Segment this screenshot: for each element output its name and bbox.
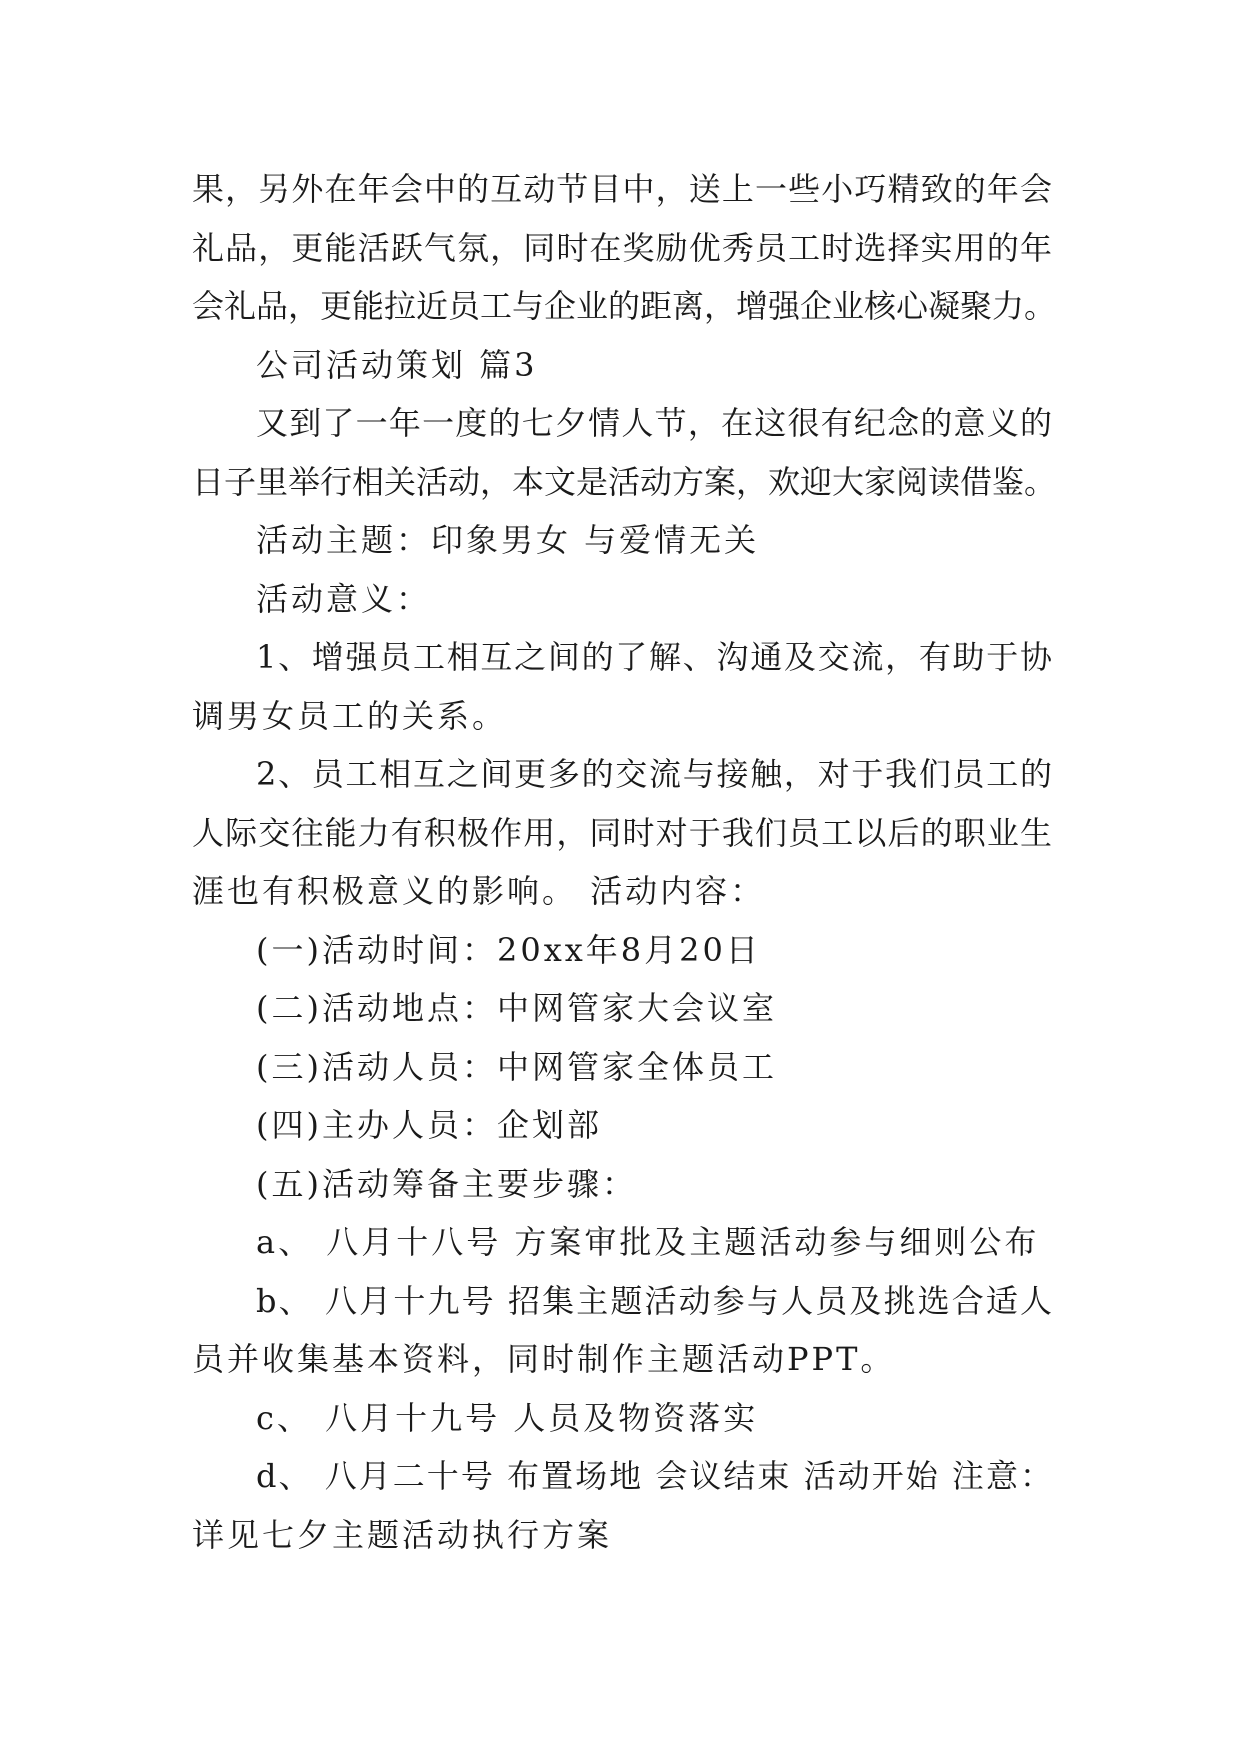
text-line: b、 八月十九号 招集主题活动参与人员及挑选合适人 bbox=[256, 1281, 1052, 1320]
text-line: (五)活动筹备主要步骤： bbox=[256, 1164, 637, 1203]
text-line: 员并收集基本资料，同时制作主题活动PPT。 bbox=[192, 1340, 896, 1378]
text-line: 调男女员工的关系。 bbox=[192, 696, 508, 735]
text-line: 会礼品，更能拉近员工与企业的距离，增强企业核心凝聚力。 bbox=[192, 287, 1057, 325]
text-line: 日子里举行相关活动，本文是活动方案，欢迎大家阅读借鉴。 bbox=[192, 462, 1057, 501]
text-line: 礼品，更能活跃气氛，同时在奖励优秀员工时选择实用的年 bbox=[192, 228, 1052, 267]
text-line: (三)活动人员：中网管家全体员工 bbox=[256, 1047, 777, 1086]
text-line: 果，另外在年会中的互动节目中，送上一些小巧精致的年会 bbox=[192, 170, 1052, 208]
text-line: 详见七夕主题活动执行方案 bbox=[192, 1515, 613, 1554]
text-line: 1、增强员工相互之间的了解、沟通及交流，有助于协 bbox=[256, 638, 1052, 676]
text-line: (二)活动地点：中网管家大会议室 bbox=[256, 989, 777, 1027]
text-line: 人际交往能力有积极作用，同时对于我们员工以后的职业生 bbox=[192, 813, 1052, 852]
text-line: c、 八月十九号 人员及物资落实 bbox=[256, 1398, 759, 1437]
text-line: 又到了一年一度的七夕情人节，在这很有纪念的意义的 bbox=[256, 404, 1052, 442]
text-line: 涯也有积极意义的影响。 活动内容： bbox=[192, 872, 766, 910]
document-body bbox=[192, 160, 1057, 1564]
text-line: (一)活动时间：20xx年8月20日 bbox=[256, 930, 761, 969]
text-line: 公司活动策划 篇3 bbox=[256, 345, 538, 384]
text-line: a、 八月十八号 方案审批及主题活动参与细则公布 bbox=[256, 1223, 1040, 1261]
text-line: 活动主题：印象男女 与爱情无关 bbox=[256, 521, 760, 559]
text-line: d、 八月二十号 布置场地 会议结束 活动开始 注意： bbox=[256, 1457, 1052, 1495]
text-line: (四)主办人员：企划部 bbox=[256, 1106, 602, 1144]
text-line: 活动意义： bbox=[256, 579, 432, 618]
text-line: 2、员工相互之间更多的交流与接触，对于我们员工的 bbox=[256, 755, 1052, 793]
